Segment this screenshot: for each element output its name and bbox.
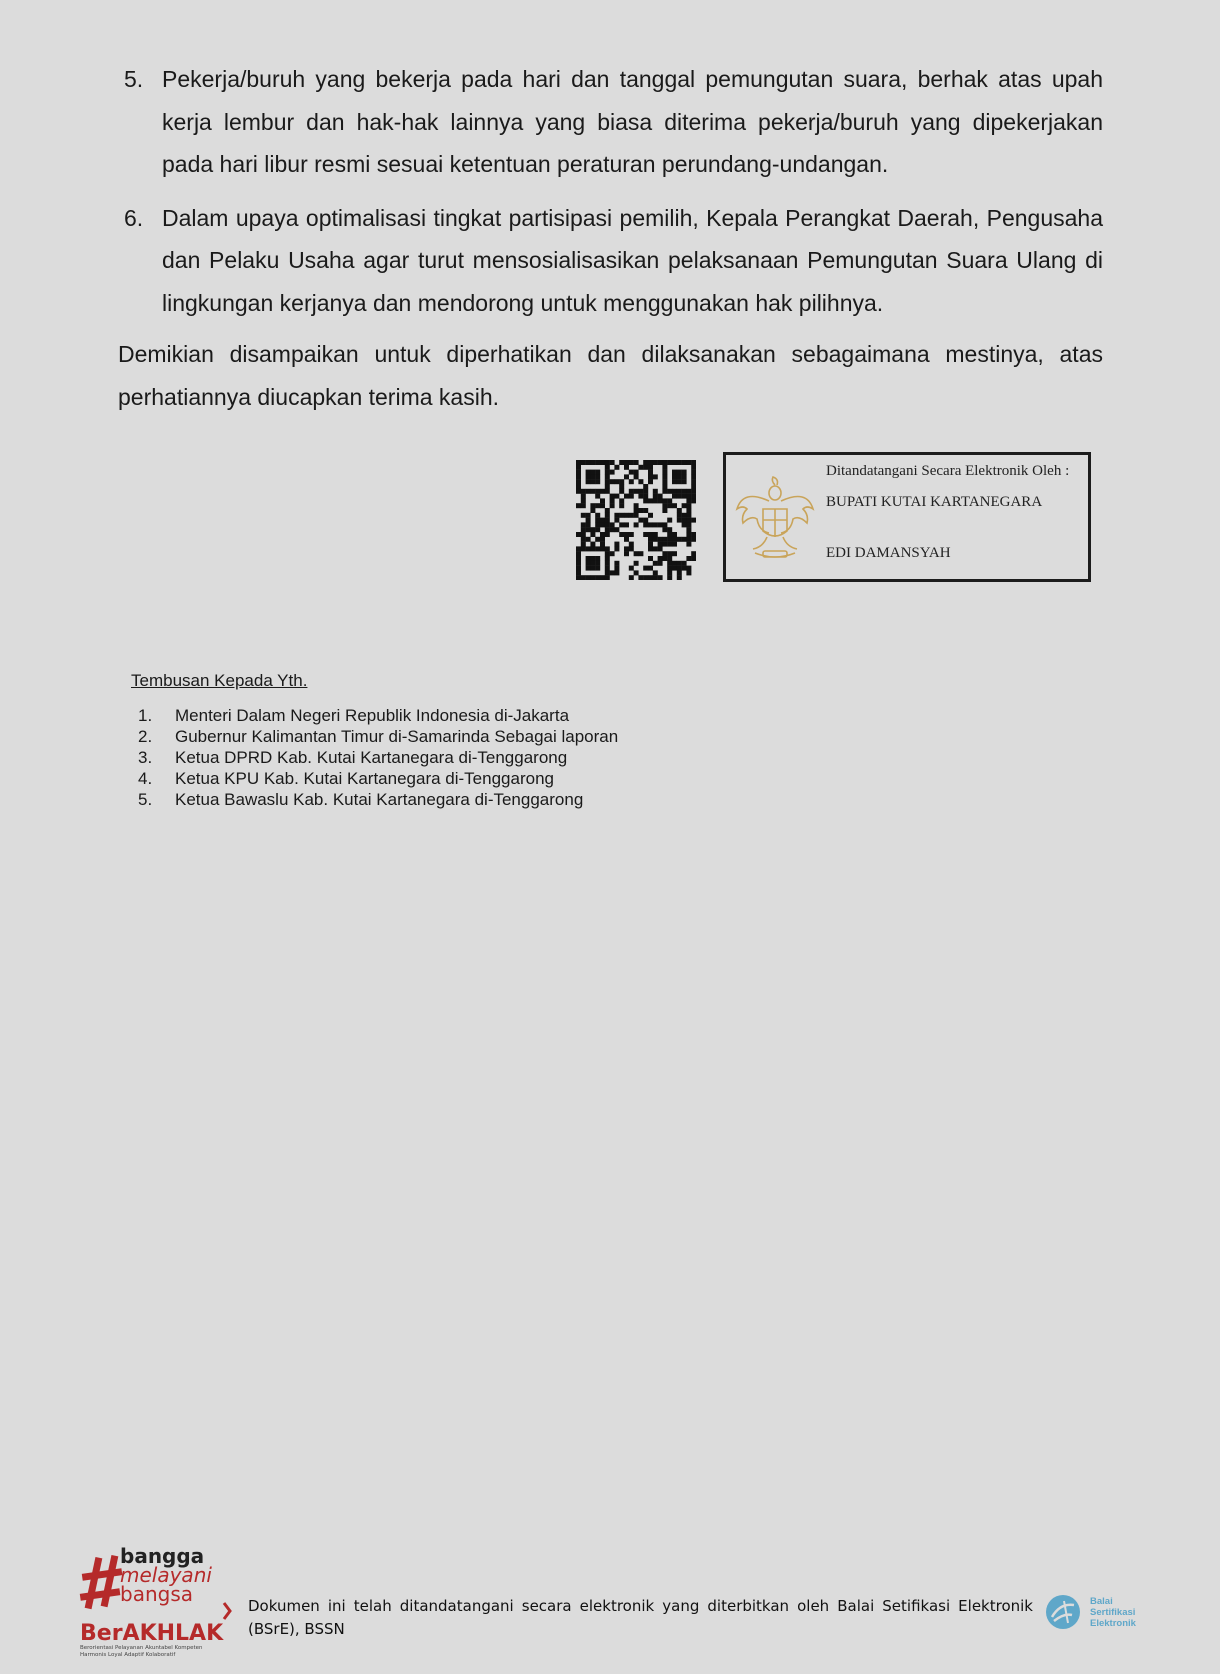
instruction-list [118, 58, 1103, 335]
cc-item [131, 768, 618, 789]
cc-item-number: 3. [138, 748, 153, 767]
bsre-logo-icon [1044, 1593, 1082, 1631]
qr-code-icon [576, 460, 696, 580]
cc-item-number: 5. [138, 790, 153, 809]
cc-item-number: 1. [138, 706, 153, 725]
signature-heading: Ditandatangani Secara Elektronik Oleh : [826, 463, 1070, 479]
bsre-logo-text [1090, 1596, 1136, 1629]
bsre-line: Balai [1090, 1596, 1113, 1607]
item-number: 5. [124, 66, 144, 92]
cc-item-text: Ketua KPU Kab. Kutai Kartanegara di-Tenggarong [175, 769, 554, 788]
closing-paragraph: Demikian disampaikan untuk diperhatikan dan dilaksanakan sebagaimana mestinya, atas perhatiannya diucapkan terima kasih. [118, 341, 1103, 410]
logo-tagline-2: Harmonis Loyal Adaptif Kolaboratif [80, 1652, 176, 1658]
list-item [118, 197, 1103, 325]
cc-list [131, 705, 618, 810]
cc-item-number: 2. [138, 727, 153, 746]
cc-item [131, 789, 618, 810]
bsre-line: Sertifikasi [1090, 1607, 1136, 1618]
logo-word-bangsa: bangsa [120, 1582, 193, 1606]
logo-tagline-1: Berorientasi Pelayanan Akuntabel Kompeten [80, 1645, 203, 1651]
list-item [118, 58, 1103, 186]
signature-box [723, 452, 1091, 582]
cc-item [131, 705, 618, 726]
garuda-emblem-icon [733, 475, 817, 567]
logo-word-berakhlak: BerAKHLAK [80, 1621, 224, 1646]
berakhlak-logo [78, 1543, 238, 1661]
bsre-line: Elektronik [1090, 1618, 1136, 1629]
item-number: 6. [124, 204, 144, 231]
carbon-copy-section [131, 671, 618, 810]
signer-position: BUPATI KUTAI KARTANEGARA [826, 494, 1043, 510]
item-text: Dalam upaya optimalisasi tingkat partisipasi pemilih, Kepala Perangkat Daerah, Pengusaha dan Pelaku Usaha agar turut mensosialisasikan pelaksanaan Pemungutan Suara Ulang di lingkungan kerjanya dan mendorong untuk menggunakan hak pilihnya. [162, 204, 1103, 316]
cc-item-text: Menteri Dalam Negeri Republik Indonesia di-Jakarta [175, 706, 570, 725]
logo-word-melayani: melayani [120, 1563, 212, 1587]
signer-name: EDI DAMANSYAH [826, 545, 951, 561]
logo-word-bangga: bangga [120, 1544, 205, 1568]
cc-item-text: Ketua DPRD Kab. Kutai Kartanegara di-Tenggarong [175, 748, 568, 767]
cc-item-number: 4. [138, 769, 153, 788]
footer-certification-text: Dokumen ini telah ditandatangani secara elektronik yang diterbitkan oleh Balai Setifikasi Elektronik (BSrE), BSSN [248, 1597, 1033, 1638]
cc-item [131, 726, 618, 747]
cc-title: Tembusan Kepada Yth. [131, 671, 308, 690]
cc-item-text: Gubernur Kalimantan Timur di-Samarinda Sebagai laporan [175, 727, 619, 746]
item-text: Pekerja/buruh yang bekerja pada hari dan tanggal pemungutan suara, berhak atas upah kerja lembur dan hak-hak lainnya yang biasa diterima pekerja/buruh yang dipekerjakan pada hari libur resmi sesuai ketentuan peraturan perundang-undangan. [162, 66, 1103, 177]
cc-item-text: Ketua Bawaslu Kab. Kutai Kartanegara di-Tenggarong [175, 790, 584, 809]
cc-item [131, 747, 618, 768]
